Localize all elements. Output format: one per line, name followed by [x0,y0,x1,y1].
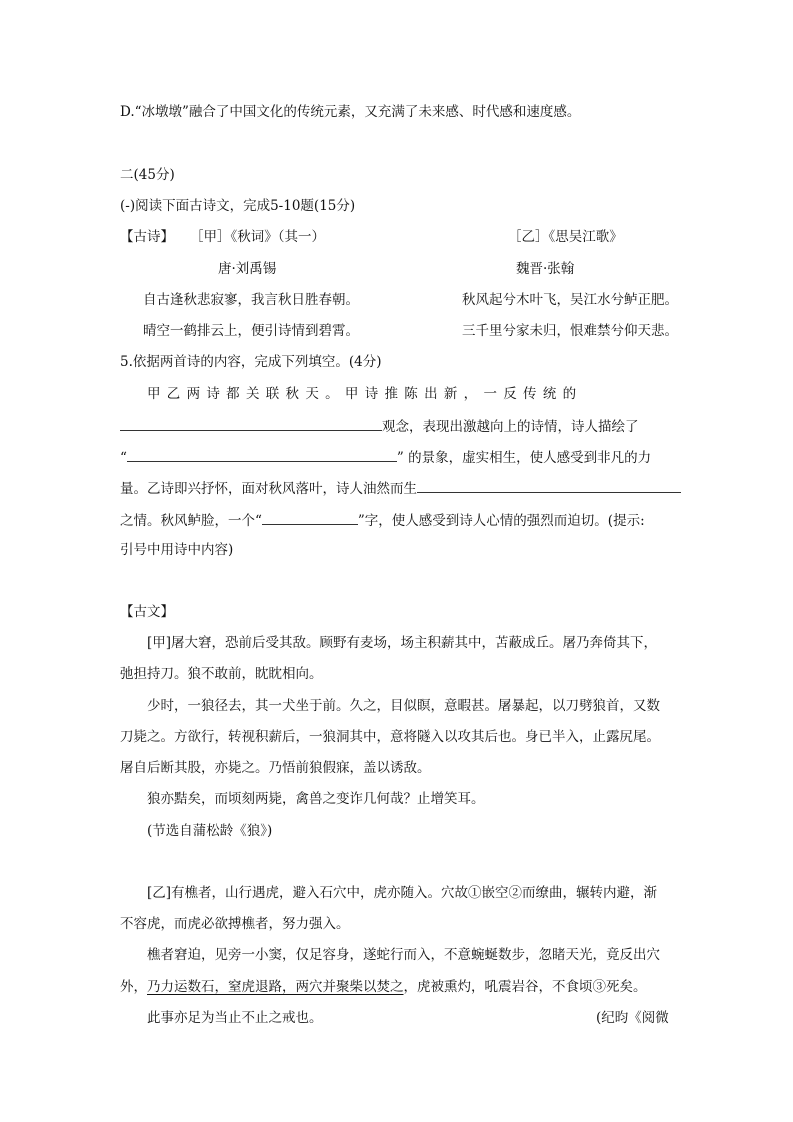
question-5-stem: 5.依据两首诗的内容，完成下列填空。(4分) [120,354,382,370]
prose-jia-source: (节选自蒲松龄《狼》) [147,823,273,839]
prose-jia-line4: 刀毙之。方欲行，转视积薪后，一狼洞其中，意将隧入以攻其后也。身已半入，止露尻尾。 [120,729,660,745]
poem-jia-line2: 晴空一鹤排云上，便引诗情到碧霄。 [143,323,359,339]
prose-yi-line2: 不容虎，而虎必欲搏樵者，努力强入。 [120,916,350,932]
poem-jia-title: ［甲］《秋词》（其一） [190,229,325,245]
prose-jia-line2: 弛担持刀。狼不敢前，眈眈相向。 [120,666,323,682]
question-5-line5-text-b: ”字，使人感受到诗人心情的强烈而迫切。(提示: [357,513,645,529]
answer-blank-2[interactable] [127,447,397,462]
open-quote: “ [120,450,127,466]
option-d: D.“冰墩墩”融合了中国文化的传统元素，又充满了未来感、时代感和速度感。 [120,104,581,120]
question-5-line1: 甲 乙 两 诗 都 关 联 秋 天 。 甲 诗 推 陈 出 新 ， 一 反 传 统 的 [147,386,577,402]
prose-yi-line5: 此事亦足为当止不止之戒也。 [147,1010,323,1026]
question-5-line2-text: 观念，表现出激越向上的诗情，诗人描绘了 [382,419,639,435]
prose-jia-line1: [甲]屠大窘，恐前后受其敌。顾野有麦场，场主积薪其中，苫蔽成丘。屠乃奔倚其下， [147,635,658,651]
question-5-line5 [120,510,645,530]
prose-jia-line3: 少时，一狼径去，其一犬坐于前。久之，目似瞑，意暇甚。屠暴起，以刀劈狼首，又数 [147,698,660,714]
prose-yi-source: (纪昀《阅微 [596,1010,669,1026]
section-heading: 二(45分) [120,167,175,183]
poem-yi-author: 魏晋·张翰 [516,261,575,277]
underlined-sentence: 乃力运数石，窒虎退路，两穴并聚柴以焚之 [147,979,404,995]
prose-yi-line4-text-a: 外， [120,979,147,995]
prose-yi-line3: 樵者窘迫，见旁一小窦，仅足容身，遂蛇行而入，不意蜿蜒数步，忽睹天光，竟反出穴 [147,947,660,963]
question-5-line3 [120,447,651,467]
prose-yi-line1: [乙]有樵者，山行遇虎，避入石穴中，虎亦随入。穴故①嵌空②而缭曲，辗转内避，渐 [147,885,658,901]
poems-label: 【古诗】 [120,229,174,245]
answer-blank-3[interactable] [417,478,681,493]
question-5-line4 [120,478,681,498]
prose-yi-line4-text-b: ，虎被熏灼，吼震岩谷，不食顷③死矣。 [403,979,647,995]
poem-jia-author: 唐·刘禹锡 [218,261,277,277]
poem-jia-line1: 自古逢秋悲寂寥，我言秋日胜春朝。 [143,292,359,308]
answer-blank-1[interactable] [120,416,382,431]
question-5-line4-text: 量。乙诗即兴抒怀，面对秋风落叶，诗人油然而生 [120,481,417,497]
question-5-line3-text: ” 的景象，虚实相生，使人感受到非凡的力 [396,450,652,466]
prose-label: 【古文】 [120,604,174,620]
prose-jia-line6: 狼亦黠矣，而顷刻两毙，禽兽之变诈几何哉？止增笑耳。 [147,791,485,807]
poem-yi-title: ［乙］《思吴江歌》 [508,229,623,245]
question-5-line5-text-a: 之情。秋风鲈脸，一个“ [120,513,262,529]
poem-yi-line2: 三千里兮家未归，恨难禁兮仰天悲。 [462,323,678,339]
poem-yi-line1: 秋风起兮木叶飞，吴江水兮鲈正肥。 [462,292,678,308]
question-5-line2 [120,416,639,436]
section-subheading: (-)阅读下面古诗文，完成5-10题(15分) [120,198,356,214]
answer-blank-4[interactable] [262,510,358,525]
question-5-hint: 引号中用诗中内容) [120,542,234,558]
prose-jia-line5: 屠自后断其股，亦毙之。乃悟前狼假寐，盖以诱敌。 [120,760,431,776]
prose-yi-line4 [120,978,647,996]
